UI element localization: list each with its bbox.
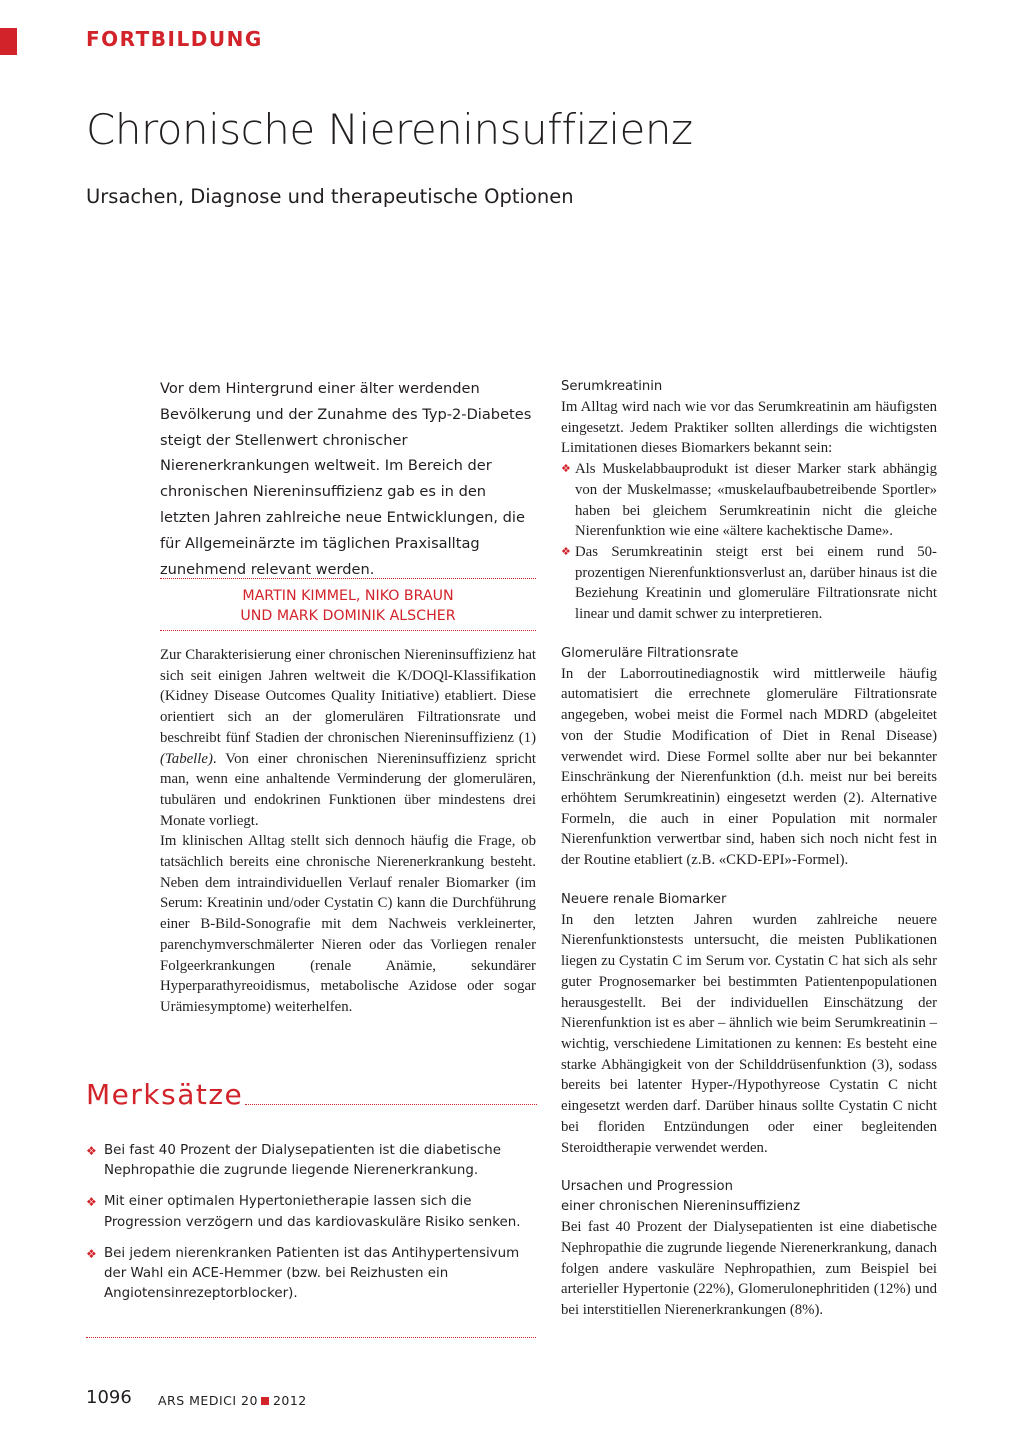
square-separator-icon — [261, 1397, 269, 1405]
column-right — [561, 377, 937, 1321]
text-run: Zur Charakterisierung einer chronischen Niereninsuffizienz hat sich seit einigen Jahren weltweit die K/DOQl-Klassifikation (Kidney Disease Outcomes Quality Initiative) etabliert. Diese orientiert sich an der glomerulären Filtrationsrate und beschreibt fünf Stadien der chronischen Niereninsuffizienz (1) — [160, 647, 536, 746]
author-line: MARTIN KIMMEL, NIKO BRAUN — [242, 588, 454, 604]
journal-year: 2012 — [272, 1393, 307, 1408]
merksatz-item — [86, 1141, 536, 1182]
merksaetze-list — [86, 1141, 536, 1315]
list-item — [561, 459, 937, 542]
merksatz-text: Bei jedem nierenkranken Patienten ist das Antihypertensivum der Wahl ein ACE-Hemmer (bzw. bei Reizhusten ein Angiotensinrezeptorblocker). — [104, 1245, 520, 1302]
list-item-text: Das Serumkreatinin steigt erst bei einem rund 50-prozentigen Nierenfunktionsverlust an, darüber hinaus ist die Beziehung Kreatinin und glomeruläre Filtrationsrate nicht linear und damit schwer zu interpretieren. — [575, 543, 938, 623]
merksatz-text: Mit einer optimalen Hypertonietherapie lassen sich die Progression verzögern und das kardiovaskuläre Risiko senken. — [104, 1194, 521, 1230]
diamond-bullet-icon: ❖ — [561, 544, 571, 558]
subheading-ursachen: Ursachen und Progression — [561, 1179, 733, 1195]
column-left — [160, 645, 536, 1018]
merksatz-text: Bei fast 40 Prozent der Dialysepatienten ist die diabetische Nephropathie die zugrunde liegende Nierenerkrankung. — [104, 1143, 501, 1179]
section-marker — [0, 28, 17, 55]
divider-top — [160, 578, 536, 579]
subheading-biomarker: Neuere renale Biomarker — [561, 891, 727, 907]
body-paragraph: Im klinischen Alltag stellt sich dennoch häufig die Frage, ob tatsächlich bereits eine chronische Nierenerkrankung besteht. Neben dem intraindividuellen Verlauf renaler Biomarker (im Serum: Kreatinin und/oder Cystatin C) kann die Durchführung einer B-Bild-Sonografie mit dem Nachweis verkleinerter, parenchymverschmälerter Nieren oder das Vorliegen renaler Folgeerkrankungen (renale Anämie, sekundärer Hyperparathyreoidismus, metabolische Azidose oder sogar Urämiesymptome) weiterhelfen. — [160, 833, 536, 1015]
subheading-gfr: Glomeruläre Filtrationsrate — [561, 645, 739, 661]
author-byline — [160, 586, 536, 626]
text-run: . Von einer chronischen Niereninsuffizienz spricht man, wenn eine anhaltende Verminderung der glomerulären, tubulären und endokrinen Funktionen über mindestens drei Monate vorliegt. — [160, 750, 536, 829]
page-title: Chronische Niereninsuffizienz — [86, 105, 693, 154]
merksaetze-title-dots — [245, 1104, 537, 1105]
diamond-bullet-icon: ❖ — [561, 462, 571, 476]
body-paragraph: In den letzten Jahren wurden zahlreiche neuere Nierenfunktionstests untersucht, die meisten Publikationen liegen zu Cystatin C im Serum vor. Cystatin C hat sich als sehr guter Prognosemarker bei bestimmten Patientenpopulationen herausgestellt. Bei der individuellen Einschätzung der Nierenfunktion ist es aber – ähnlich wie beim Serumkreatinin – wichtig, verschiedene Limitationen zu kennen: Es besteht eine starke Abhängigkeit von der Schilddrüsenfunktion (3), sodass bereits bei latenter Hyper-/Hypothyreose Cystatin C nicht eingesetzt werden darf. Darüber hinaus sollte Cystatin C nicht bei floriden Entzündungen oder einer begleitenden Steroidtherapie verwendet werden. — [561, 911, 937, 1156]
body-paragraph — [160, 645, 536, 831]
page-subtitle: Ursachen, Diagnose und therapeutische Optionen — [86, 185, 574, 208]
merksatz-item — [86, 1192, 536, 1233]
merksaetze-bottom-dots — [86, 1337, 536, 1338]
subheading-ursachen-line2: einer chronischen Niereninsuffizienz — [561, 1199, 801, 1215]
diamond-bullet-icon: ❖ — [86, 1246, 97, 1261]
diamond-bullet-icon: ❖ — [86, 1195, 97, 1210]
merksaetze-title: Merksätze — [86, 1078, 244, 1111]
lead-paragraph: Vor dem Hintergrund einer älter werdenden Bevölkerung und der Zunahme des Typ-2-Diabetes steigt der Stellenwert chronischer Nierenerkrankungen weltweit. Im Bereich der chronischen Niereninsuffizienz gab es in den letzten Jahren zahlreiche neue Entwicklungen, die für Allgemeinärzte im täglichen Praxisalltag zunehmend relevant werden. — [160, 380, 532, 578]
journal-name: ARS MEDICI 20 — [158, 1393, 258, 1408]
table-reference: (Tabelle) — [160, 750, 213, 767]
list-item — [561, 542, 937, 625]
body-paragraph: Bei fast 40 Prozent der Dialysepatienten ist eine diabetische Nephropathie die zugrunde liegende Nierenerkrankung, danach folgen andere vaskuläre Nephropathien, zum Beispiel bei arterieller Hypertonie (22%), Glomerulonephritiden (12%) und bei interstitiellen Nierenerkrankungen (8%). — [561, 1219, 937, 1319]
author-line: UND MARK DOMINIK ALSCHER — [240, 608, 456, 624]
diamond-bullet-icon: ❖ — [86, 1144, 97, 1158]
merksatz-item — [86, 1244, 536, 1305]
body-paragraph: In der Laborroutinediagnostik wird mittlerweile häufig automatisiert die errechnete glomeruläre Filtrationsrate angegeben, wobei meist die Formel nach MDRD (abgeleitet von der Studie Modification of Diet in Renal Disease) verwendet wird. Diese Formel sollte aber nur bei bekannter Einschränkung der Nierenfunktion (d.h. meist nur bei bereits erhöhtem Serumkreatinin) eingesetzt werden (2). Alternative Formeln, die auch in einer Population mit normaler Nierenfunktion verwertbar sind, haben sich noch nicht fest in der Routine etabliert (z.B. «CKD-EPI»-Formel). — [561, 665, 937, 869]
subheading-serumkreatinin: Serumkreatinin — [561, 379, 663, 394]
page-number: 1096 — [86, 1387, 132, 1408]
divider-bottom — [160, 630, 536, 631]
body-paragraph: Im Alltag wird nach wie vor das Serumkreatinin am häufigsten eingesetzt. Jedem Praktiker sollten allerdings die wichtigsten Limitationen dieses Biomarkers bekannt sein: — [561, 399, 937, 457]
journal-footer — [158, 1393, 307, 1408]
section-label: FORTBILDUNG — [86, 27, 263, 51]
list-item-text: Als Muskelabbauprodukt ist dieser Marker stark abhängig von der Muskelmasse; «muskelaufbaubetreibende Sportler» haben bei gleichem Serumkreatinin nicht die gleiche Nierenfunktion wie eine «ältere kachektische Dame». — [575, 461, 937, 540]
